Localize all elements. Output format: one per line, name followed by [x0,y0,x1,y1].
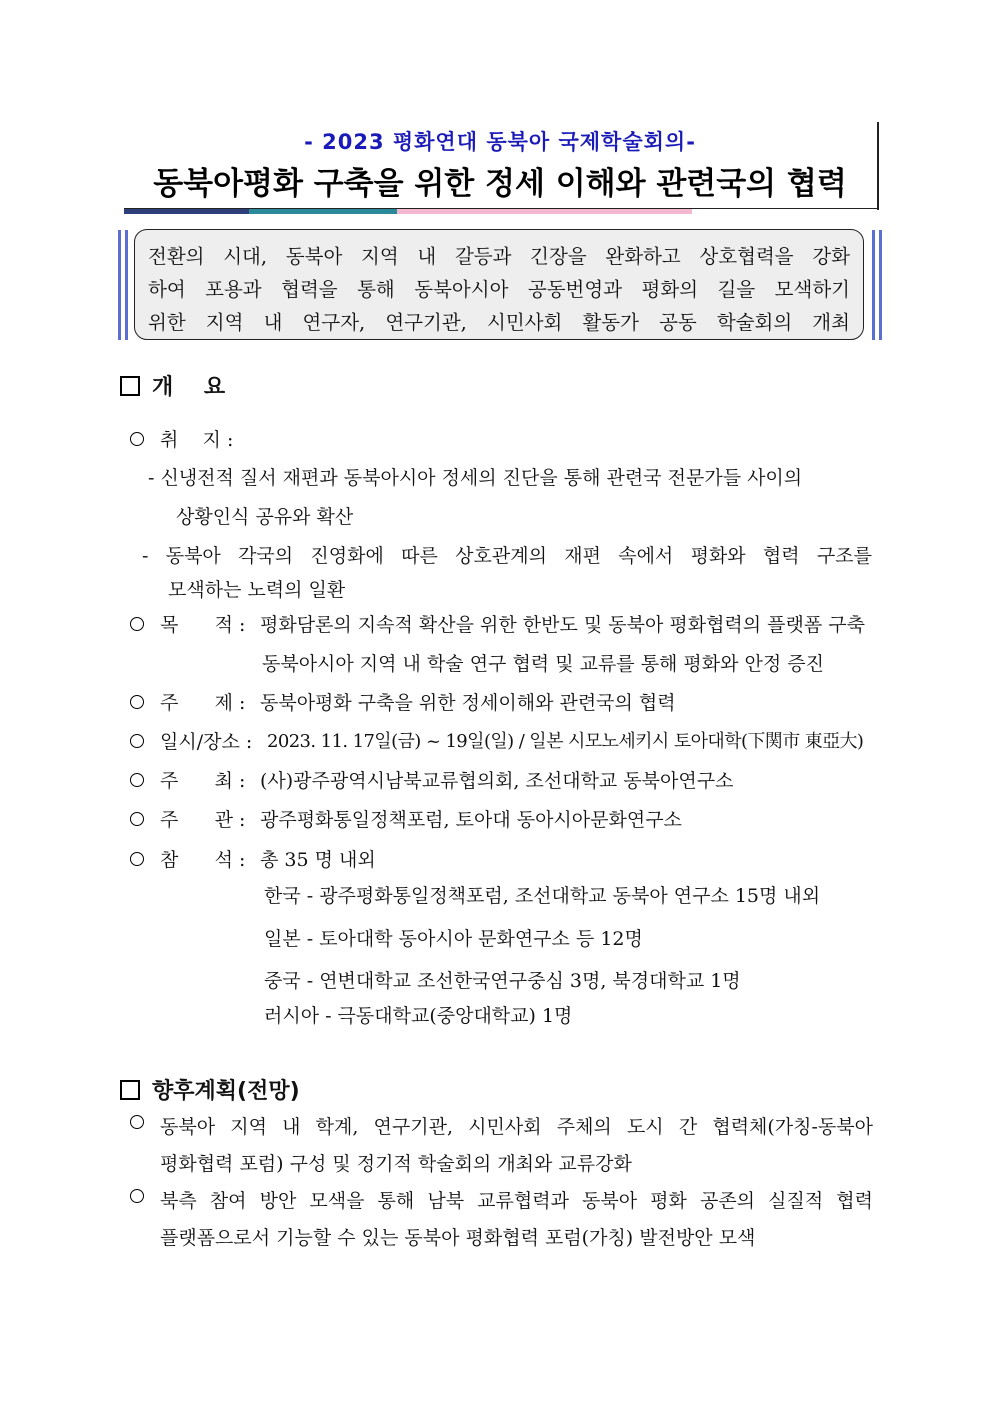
circle-bullet-icon [130,617,144,631]
host-row [130,766,245,793]
summary-left-bar [125,230,128,340]
circle-bullet-icon [130,695,144,709]
future-item-bullet [130,1186,144,1208]
participants-row [130,845,245,872]
future-item-line: 북측 참여 방안 모색을 통해 남북 교류협력과 동북아 평화 공존의 실질적 협력 [160,1190,873,1212]
circle-bullet-icon [130,773,144,787]
organizer-label: 주 관 : [160,809,246,831]
summary-line: 위한 지역 내 연구자, 연구기관, 시민사회 활동가 공동 학술회의 개최 [148,311,850,334]
section-heading-text: 향후계획(전망) [152,1079,300,1104]
theme-row [130,688,245,715]
participants-country-row: 중국 - 연변대학교 조선한국연구중심 3명, 북경대학교 1명 [264,970,741,992]
circle-bullet-icon [130,734,144,748]
future-item-bullet [130,1112,144,1134]
section-heading-text: 개 요 [152,375,226,400]
future-item-line: 평화협력 포럼) 구성 및 정기적 학술회의 개최와 교류강화 [160,1153,632,1175]
purpose-row [130,425,233,452]
circle-bullet-icon [130,812,144,826]
purpose-bullet-line: - 신냉전적 질서 재편과 동북아시아 정세의 진단을 통해 관련국 전문가들 사이의 [148,467,803,489]
future-item-line: 동북아 지역 내 학계, 연구기관, 시민사회 주체의 도시 간 협력체(가칭-동북아 [160,1116,873,1138]
theme-label: 주 제 : [160,692,246,714]
circle-bullet-icon [130,1189,144,1203]
organizer-value: 광주평화통일정책포럼, 토아대 동아시아문화연구소 [260,809,682,831]
summary-right-bar [879,230,882,340]
objective-label: 목 적 : [160,614,246,636]
checkbox-square-icon [120,1080,140,1100]
conference-subtitle: - 2023 평화연대 동북아 국제학술회의- [304,130,696,154]
title-color-bar-teal [249,209,397,214]
section-heading-future [120,1074,300,1105]
section-heading-overview [120,370,225,401]
host-value: (사)광주광역시남북교류협의회, 조선대학교 동북아연구소 [260,770,734,792]
purpose-label: 취 지 : [160,429,234,451]
title-frame-right [877,122,879,210]
future-item-line: 플랫폼으로서 기능할 수 있는 동북아 평화협력 포럼(가칭) 발전방안 모색 [160,1227,756,1249]
summary-line: 전환의 시대, 동북아 지역 내 갈등과 긴장을 완화하고 상호협력을 강화 [148,245,850,268]
purpose-bullet-line: 상황인식 공유와 확산 [176,506,354,528]
theme-value: 동북아평화 구축을 위한 정세이해와 관련국의 협력 [260,692,676,714]
datetime-row [130,727,252,754]
purpose-bullet-line: 모색하는 노력의 일환 [168,579,346,601]
title-color-bar-pink [397,209,692,214]
datetime-value: 2023. 11. 17일(금) ~ 19일(일) / 일본 시모노세키시 토아대학(下関市 東亞大) [267,731,864,752]
summary-left-bar [118,230,121,340]
summary-line: 하여 포용과 협력을 통해 동북아시아 공동번영과 평화의 길을 모색하기 [148,278,850,301]
summary-right-bar [872,230,875,340]
objective-value: 동북아시아 지역 내 학술 연구 협력 및 교류를 통해 평화와 안정 증진 [262,653,824,675]
circle-bullet-icon [130,1115,144,1129]
participants-total: 총 35 명 내외 [260,849,376,871]
page-title: 동북아평화 구축을 위한 정세 이해와 관련국의 협력 [153,166,847,202]
purpose-bullet-line: - 동북아 각국의 진영화에 따른 상호관계의 재편 속에서 평화와 협력 구조를 [142,545,872,567]
checkbox-square-icon [120,376,140,396]
circle-bullet-icon [130,432,144,446]
participants-label: 참 석 : [160,849,246,871]
circle-bullet-icon [130,852,144,866]
participants-country-row: 일본 - 토아대학 동아시아 문화연구소 등 12명 [264,928,643,950]
host-label: 주 최 : [160,770,246,792]
participants-country-row: 한국 - 광주평화통일정책포럼, 조선대학교 동북아 연구소 15명 내외 [264,885,821,907]
participants-country-row: 러시아 - 극동대학교(중앙대학교) 1명 [264,1005,573,1027]
objective-row [130,610,245,637]
datetime-label: 일시/장소 : [160,731,253,753]
title-color-bar-navy [124,209,249,214]
objective-value: 평화담론의 지속적 확산을 위한 한반도 및 동북아 평화협력의 플랫폼 구축 [260,614,865,636]
organizer-row [130,805,245,832]
